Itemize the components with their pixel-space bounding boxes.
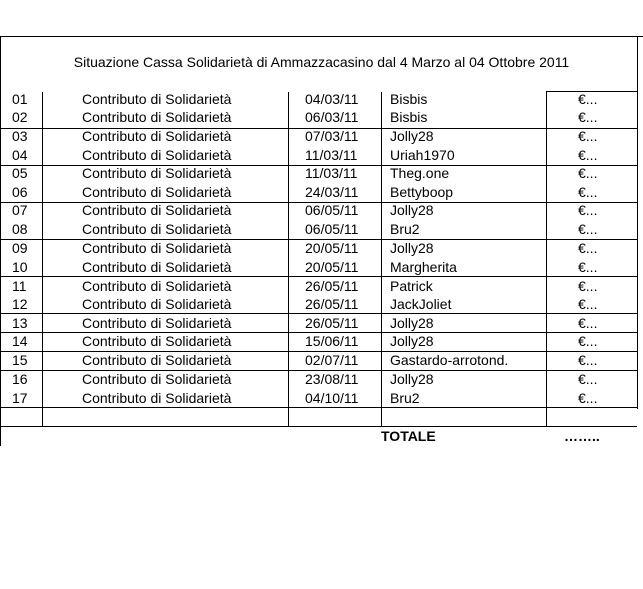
row-amount: €...	[578, 202, 598, 218]
row-name: Jolly28	[390, 128, 434, 144]
row-date: 15/06/11	[305, 333, 359, 349]
row-number: 06	[12, 184, 28, 200]
table-row	[0, 370, 643, 388]
row-name: Bisbis	[390, 91, 428, 107]
row-date: 23/08/11	[305, 371, 359, 387]
row-description: Contributo di Solidarietà	[82, 390, 232, 406]
row-number: 15	[12, 352, 28, 368]
row-number: 02	[12, 109, 28, 125]
table-row	[0, 277, 643, 295]
row-name: Bru2	[390, 221, 420, 237]
row-amount: €...	[578, 221, 598, 237]
row-amount: €...	[578, 390, 598, 406]
row-amount: €...	[578, 296, 598, 312]
row-number: 17	[12, 390, 28, 406]
row-description: Contributo di Solidarietà	[82, 165, 232, 181]
row-date: 07/03/11	[305, 128, 359, 144]
table-row	[0, 127, 643, 145]
row-description: Contributo di Solidarietà	[82, 109, 232, 125]
row-description: Contributo di Solidarietà	[82, 128, 232, 144]
row-name: Uriah1970	[390, 147, 455, 163]
table-row	[0, 389, 643, 407]
table-row	[0, 332, 643, 350]
row-amount: €...	[578, 371, 598, 387]
table-row	[0, 108, 643, 126]
row-description: Contributo di Solidarietà	[82, 278, 232, 294]
row-name: Jolly28	[390, 202, 434, 218]
row-name: Bru2	[390, 390, 420, 406]
row-number: 14	[12, 333, 28, 349]
table-row	[0, 295, 643, 313]
row-description: Contributo di Solidarietà	[82, 184, 232, 200]
row-number: 03	[12, 128, 28, 144]
row-number: 07	[12, 202, 28, 218]
row-date: 02/07/11	[305, 352, 359, 368]
table-row	[0, 146, 643, 164]
row-sep	[0, 426, 637, 427]
table-row	[0, 201, 643, 219]
sheet-title: Situazione Cassa Solidarietà di Ammazzacasino dal 4 Marzo al 04 Ottobre 2011	[73, 54, 570, 70]
row-date: 20/05/11	[305, 240, 359, 256]
row-name: Margherita	[390, 259, 457, 275]
table-row	[0, 220, 643, 238]
row-amount: €...	[578, 91, 598, 107]
row-amount: €...	[578, 333, 598, 349]
row-description: Contributo di Solidarietà	[82, 315, 232, 331]
row-amount: €...	[578, 165, 598, 181]
row-name: Jolly28	[390, 315, 434, 331]
row-number: 11	[12, 278, 27, 294]
row-amount: €...	[578, 278, 598, 294]
table-row	[0, 183, 643, 201]
row-sep	[0, 407, 637, 408]
row-amount: €...	[578, 240, 598, 256]
row-date: 26/05/11	[305, 315, 359, 331]
row-amount: €...	[578, 259, 598, 275]
row-date: 26/05/11	[305, 296, 359, 312]
row-description: Contributo di Solidarietà	[82, 202, 232, 218]
row-name: Jolly28	[390, 371, 434, 387]
row-number: 04	[12, 147, 28, 163]
row-name: Gastardo-arrotond.	[390, 352, 509, 368]
row-number: 10	[12, 259, 28, 275]
row-number: 09	[12, 240, 28, 256]
total-value: ……..	[564, 428, 600, 444]
table-row	[0, 239, 643, 257]
row-number: 16	[12, 371, 28, 387]
row-amount: €...	[578, 352, 598, 368]
row-name: Bettyboop	[390, 184, 454, 200]
row-name: Bisbis	[390, 109, 428, 125]
table-row	[0, 314, 643, 332]
table-row	[0, 258, 643, 276]
row-date: 20/05/11	[305, 259, 359, 275]
row-name: Jolly28	[390, 333, 434, 349]
row-name: Theg.one	[390, 165, 450, 181]
row-date: 26/05/11	[305, 278, 359, 294]
row-amount: €...	[578, 184, 598, 200]
row-number: 01	[12, 91, 28, 107]
row-date: 04/03/11	[305, 91, 359, 107]
total-label: TOTALE	[381, 428, 436, 444]
row-number: 05	[12, 165, 28, 181]
row-date: 11/03/11	[305, 165, 358, 181]
row-description: Contributo di Solidarietà	[82, 259, 232, 275]
row-description: Contributo di Solidarietà	[82, 147, 232, 163]
row-number: 08	[12, 221, 28, 237]
row-amount: €...	[578, 128, 598, 144]
row-description: Contributo di Solidarietà	[82, 91, 232, 107]
frame-top-line	[0, 36, 643, 37]
row-description: Contributo di Solidarietà	[82, 296, 232, 312]
row-date: 06/05/11	[305, 202, 359, 218]
row-name: Patrick	[390, 278, 433, 294]
row-date: 06/03/11	[305, 109, 359, 125]
row-date: 24/03/11	[305, 184, 359, 200]
row-description: Contributo di Solidarietà	[82, 221, 232, 237]
table-row	[0, 164, 643, 182]
row-amount: €...	[578, 315, 598, 331]
row-description: Contributo di Solidarietà	[82, 240, 232, 256]
row-description: Contributo di Solidarietà	[82, 352, 232, 368]
row-date: 04/10/11	[305, 390, 359, 406]
row-number: 13	[12, 315, 28, 331]
row-description: Contributo di Solidarietà	[82, 371, 232, 387]
table-row	[0, 351, 643, 369]
row-name: Jolly28	[390, 240, 434, 256]
table-row	[0, 90, 643, 108]
row-amount: €...	[578, 109, 598, 125]
row-date: 11/03/11	[305, 147, 358, 163]
row-date: 06/05/11	[305, 221, 359, 237]
row-description: Contributo di Solidarietà	[82, 333, 232, 349]
row-amount: €...	[578, 147, 598, 163]
row-name: JackJoliet	[390, 296, 452, 312]
row-number: 12	[12, 296, 28, 312]
